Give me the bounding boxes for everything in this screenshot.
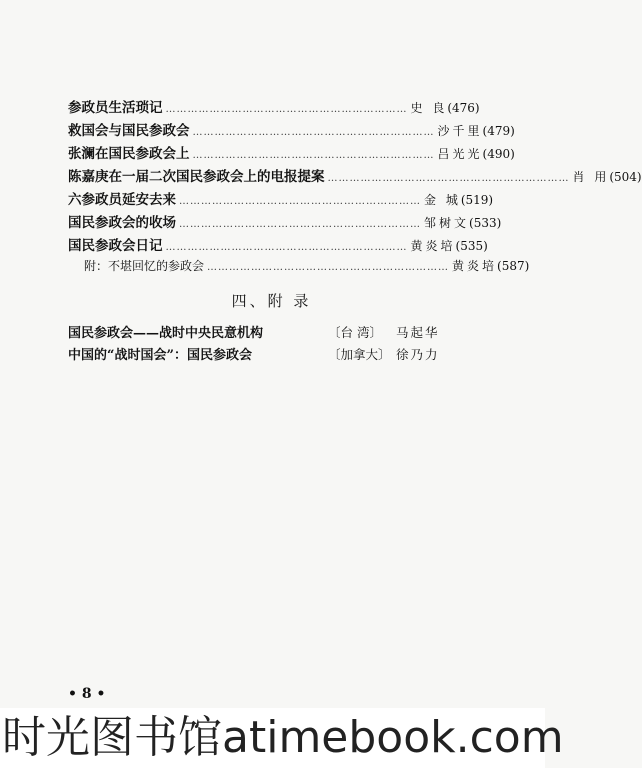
toc-entry-author: 沙千里 <box>437 124 483 138</box>
toc-entry-author: 黄炎培 <box>452 259 498 273</box>
toc-entry-title: 陈嘉庚在一届二次国民参政会上的电报提案 <box>68 169 325 185</box>
table-of-contents <box>68 96 642 280</box>
watermark: 时光图书馆atimebook.com <box>0 708 545 768</box>
toc-entry-page: (519) <box>460 193 494 207</box>
dot-leader: ………………………………………………………… <box>192 150 435 161</box>
toc-entry-page: (490) <box>482 147 515 161</box>
toc-entry <box>68 142 515 165</box>
dot-leader: ………………………………………………………… <box>179 196 421 207</box>
toc-entry <box>68 119 515 142</box>
toc-sub-entry <box>68 257 530 280</box>
dot-leader: ………………………………………………………… <box>327 173 570 184</box>
toc-entry-page: (535) <box>455 239 488 253</box>
dot-leader: ………………………………………………………… <box>192 127 435 138</box>
toc-entry-page: (476) <box>447 101 480 115</box>
toc-entry-author: 邹树文 <box>424 216 470 230</box>
toc-entry <box>68 188 494 211</box>
toc-entry <box>68 234 488 257</box>
toc-entry-title: 国民参政会的收场 <box>68 215 176 231</box>
appendix-entry <box>68 322 448 344</box>
appendix-entry-title: 国民参政会——战时中央民意机构 <box>68 326 264 341</box>
toc-entry <box>68 211 502 234</box>
toc-entry-title: 参政员生活琐记 <box>68 100 163 116</box>
toc-entry-title: 国民参政会日记 <box>68 238 163 254</box>
dot-leader: ………………………………………………………… <box>165 242 408 253</box>
toc-entry-author: 黄炎培 <box>410 239 456 253</box>
toc-entry-page: (479) <box>482 124 515 138</box>
toc-entry-page: (533) <box>469 216 502 230</box>
dot-leader: ………………………………………………………… <box>165 104 408 115</box>
toc-entry-author: 金 城 <box>424 193 461 207</box>
toc-entry-title: 救国会与国民参政会 <box>68 123 190 139</box>
appendix-entry-author: 马起华 <box>396 325 440 340</box>
toc-entry-page: (587) <box>497 259 530 273</box>
toc-entry <box>68 165 642 188</box>
toc-entry-author: 史 良 <box>410 101 448 115</box>
page-number: • 8 • <box>68 686 106 702</box>
toc-entry-title: 六参政员延安去来 <box>68 192 176 208</box>
toc-entry-title: 附：不堪回忆的参政会 <box>84 259 205 273</box>
appendix-list <box>68 322 448 366</box>
toc-entry-author: 肖 用 <box>572 170 610 184</box>
toc-entry <box>68 96 480 119</box>
toc-entry-title: 张澜在国民参政会上 <box>68 146 190 162</box>
appendix-entry-author: 徐乃力 <box>396 347 440 362</box>
appendix-entry-region: 〔台 湾〕 <box>328 325 382 340</box>
appendix-entry-title: 中国的“战时国会”：国民参政会 <box>68 348 252 363</box>
toc-entry-author: 吕光光 <box>437 147 483 161</box>
toc-entry-page: (504) <box>609 170 642 184</box>
appendix-heading: 四、附 录 <box>231 292 312 310</box>
appendix-entry-region: 〔加拿大〕 <box>328 347 391 362</box>
dot-leader: ………………………………………………………… <box>179 219 421 230</box>
appendix-entry <box>68 344 448 366</box>
dot-leader: ………………………………………………………… <box>207 262 450 273</box>
